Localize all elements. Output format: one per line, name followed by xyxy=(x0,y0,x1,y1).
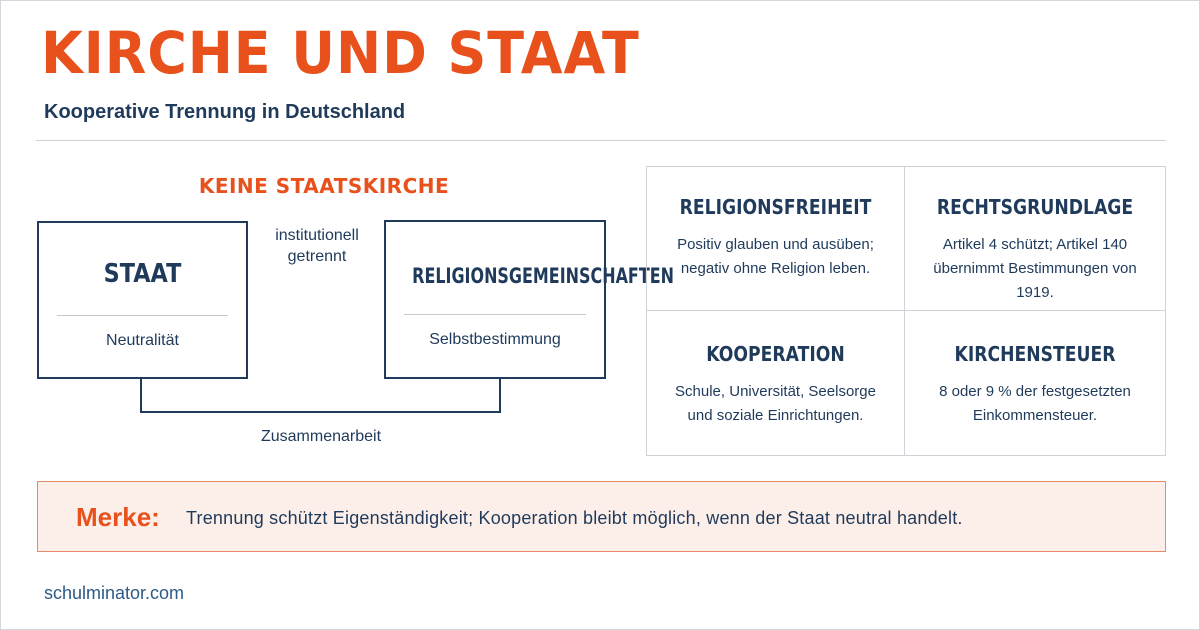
merke-callout xyxy=(37,481,1166,552)
grid-cell-text xyxy=(913,380,1157,428)
grid-cell-heading: RECHTSGRUNDLAGE xyxy=(936,195,1134,219)
staat-box-title: STAAT xyxy=(103,259,182,289)
grid-cell-heading: KOOPERATION xyxy=(706,342,845,366)
grid-cell-kirchensteuer xyxy=(905,311,1165,455)
header-divider xyxy=(36,140,1166,141)
cooperation-label: Zusammenarbeit xyxy=(260,428,382,445)
religionsgemeinschaften-box-divider xyxy=(404,314,586,315)
cooperation-connector xyxy=(140,379,501,413)
grid-cell-text xyxy=(655,380,896,428)
grid-cell-kooperation xyxy=(647,311,904,455)
grid-cell-text xyxy=(655,233,896,281)
grid-cell-heading: RELIGIONSFREIHEIT xyxy=(679,195,872,219)
grid-cell-text-line: negativ ohne Religion leben. xyxy=(680,260,871,277)
grid-cell-text-line: Einkommensteuer. xyxy=(972,407,1098,424)
grid-cell-text-line: 8 oder 9 % der festgesetzten xyxy=(939,383,1131,400)
staat-box-subtitle: Neutralität xyxy=(106,332,179,349)
diagram-heading: KEINE STAATSKIRCHE xyxy=(198,174,450,198)
grid-cell-heading: KIRCHENSTEUER xyxy=(954,342,1116,366)
grid-cell-text-line: und soziale Einrichtungen. xyxy=(687,407,864,424)
page-subtitle: Kooperative Trennung in Deutschland xyxy=(44,101,406,123)
religionsgemeinschaften-box-title: RELIGIONSGEMEINSCHAFTEN xyxy=(412,264,674,288)
grid-cell-religionsfreiheit xyxy=(647,167,904,310)
separation-label-line1: institutionell xyxy=(275,227,359,244)
religionsgemeinschaften-box xyxy=(384,220,674,379)
grid-cell-text-line: Positiv glauben und ausüben; xyxy=(677,236,874,253)
religionsgemeinschaften-box-subtitle: Selbstbestimmung xyxy=(429,331,561,348)
separation-label xyxy=(259,225,375,267)
footer-site: schulminator.com xyxy=(44,583,185,603)
grid-cell-text-line: übernimmt Bestimmungen von 1919. xyxy=(933,260,1137,301)
grid-cell-rechtsgrundlage xyxy=(905,167,1165,310)
staat-box-divider xyxy=(57,315,228,316)
info-grid xyxy=(646,166,1166,456)
grid-cell-text xyxy=(913,233,1157,305)
grid-cell-text-line: Artikel 4 schützt; Artikel 140 xyxy=(942,236,1128,253)
grid-cell-text-line: Schule, Universität, Seelsorge xyxy=(675,383,876,400)
staat-box xyxy=(37,221,248,379)
merke-label: Merke: xyxy=(76,502,160,532)
merke-text: Trennung schützt Eigenständigkeit; Kooperation bleibt möglich, wenn der Staat neutral handelt. xyxy=(186,508,963,528)
separation-label-line2: getrennt xyxy=(287,248,347,265)
page-title: KIRCHE UND STAAT xyxy=(41,19,640,87)
